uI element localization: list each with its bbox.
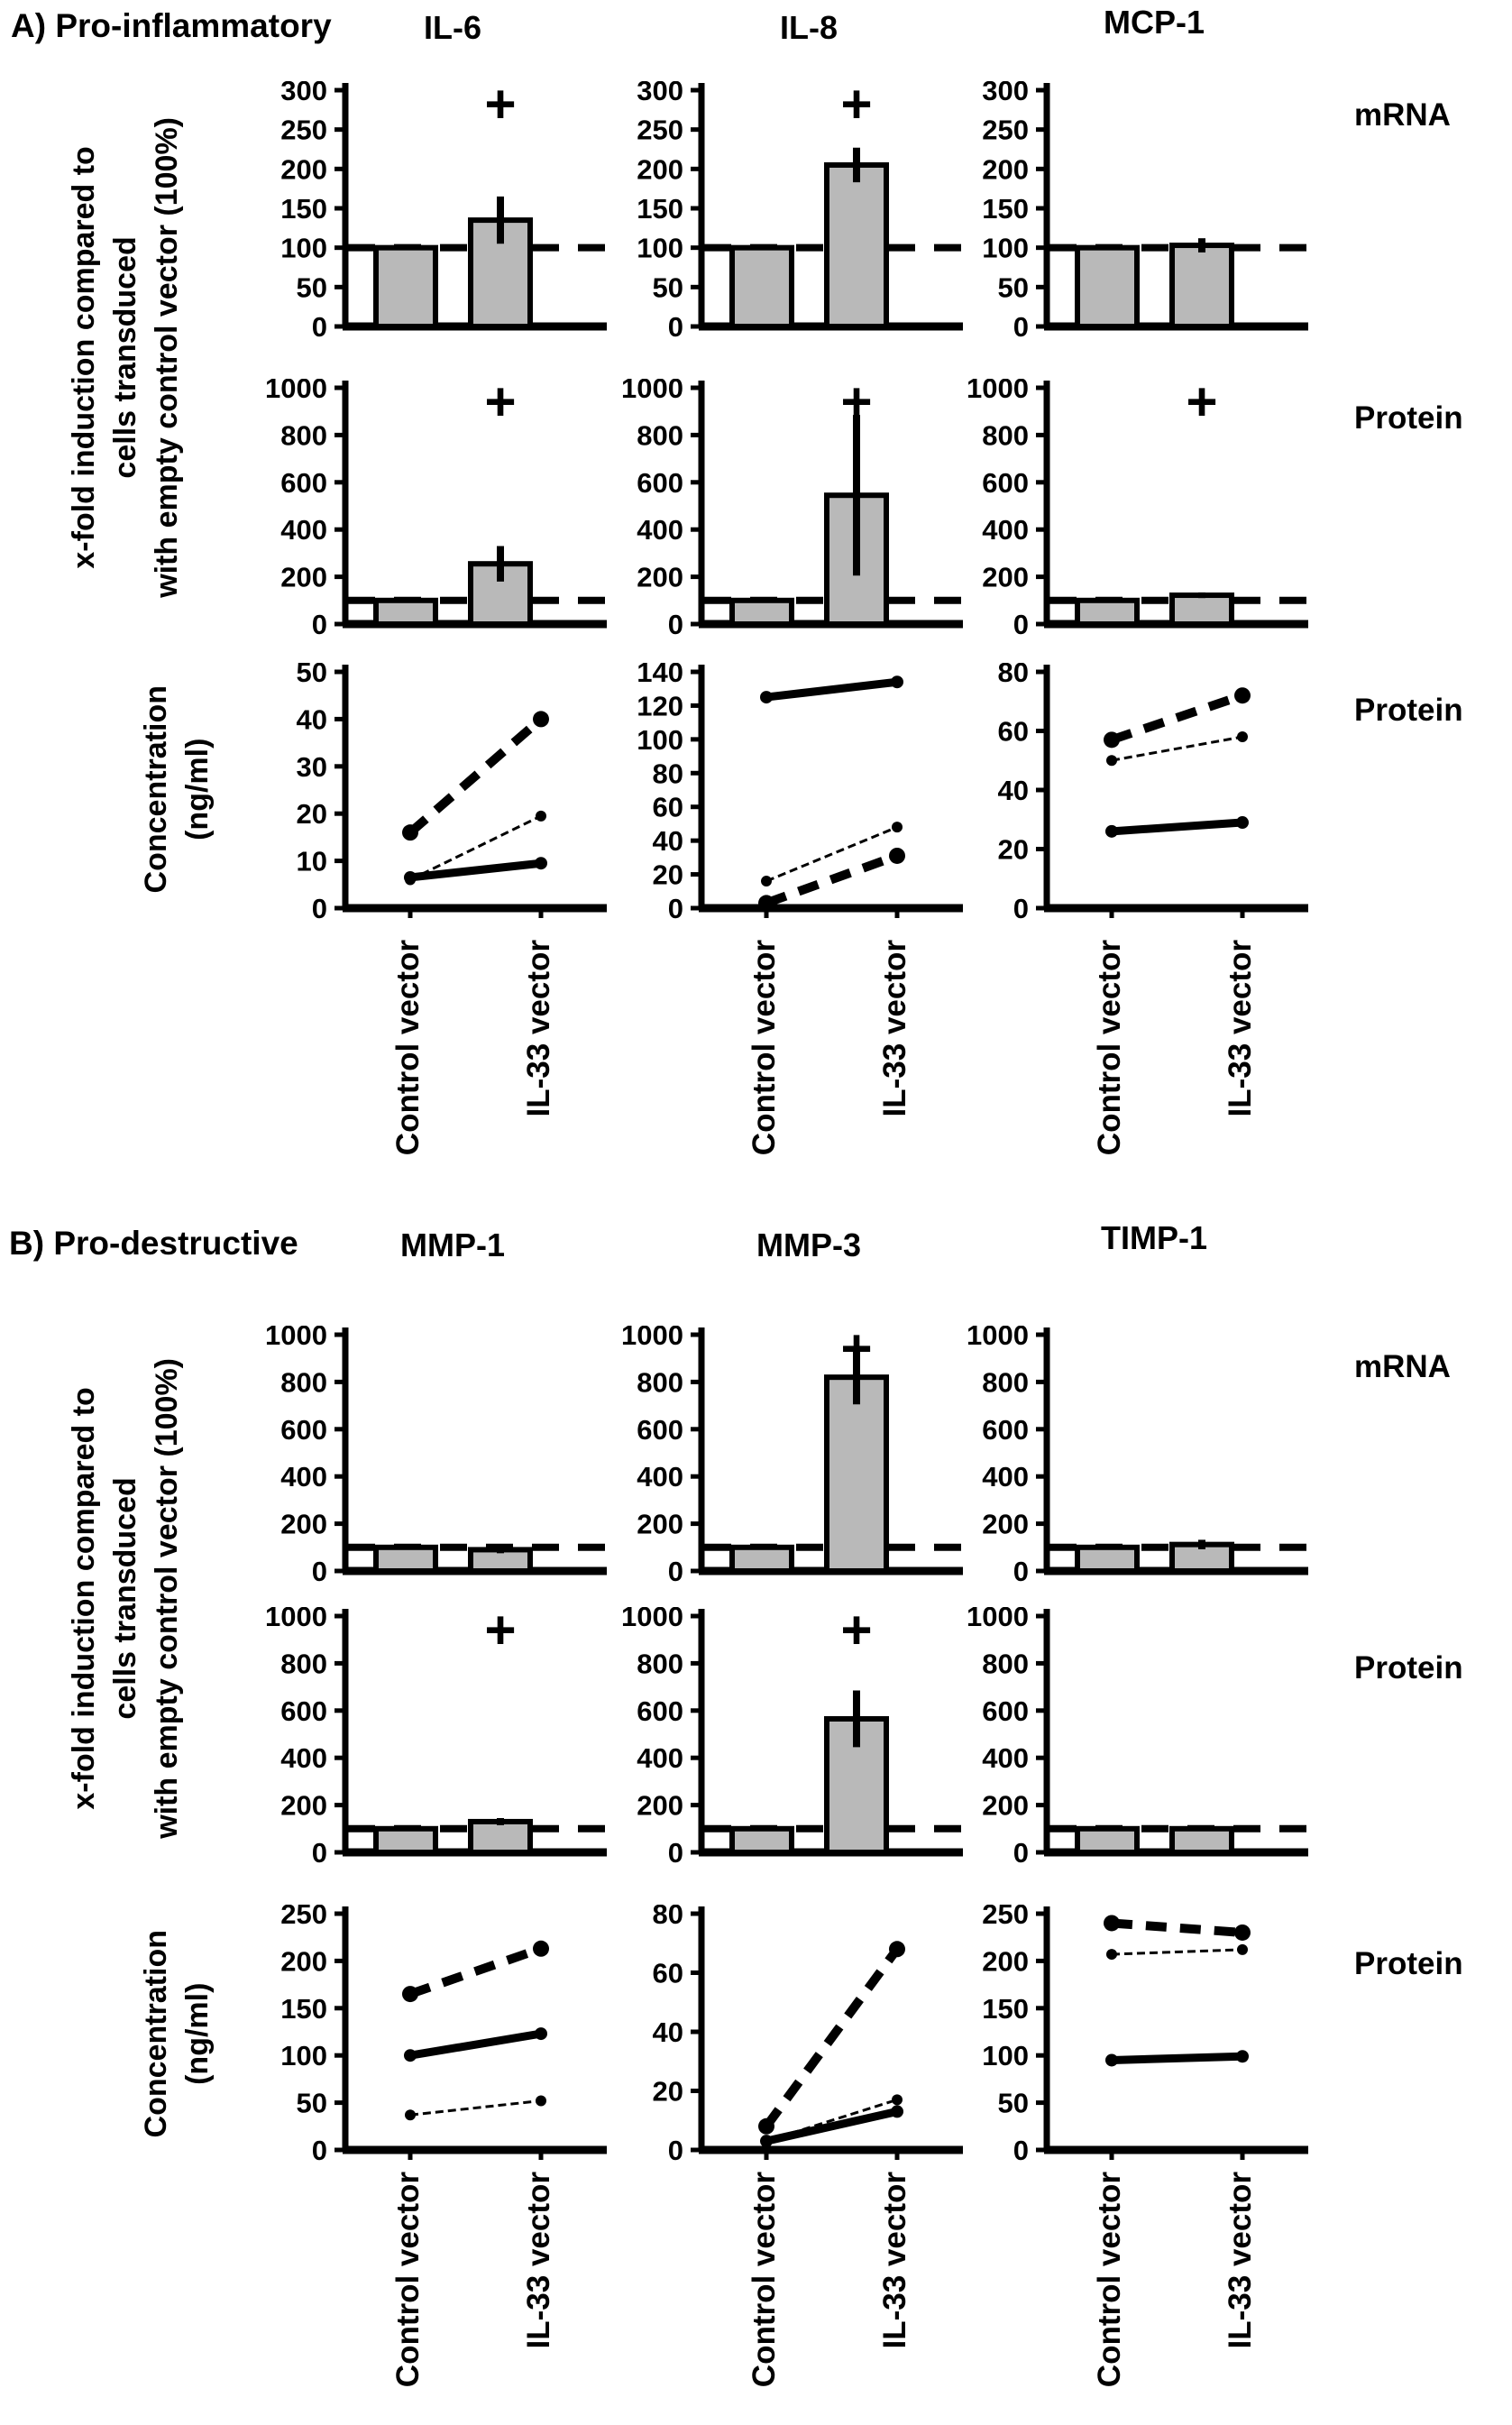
series-line-thin [1112,1950,1242,1954]
y-tick-label: 400 [982,1742,1029,1775]
chart-mcp1-protein-fold [931,379,1319,658]
y-tick-label: 0 [667,1556,683,1587]
x-label-b2-il33: IL-33 vector [877,2172,912,2349]
data-point [1105,825,1118,838]
bar-control-vector [376,1548,435,1571]
y-tick-label: 200 [637,1508,683,1540]
y-axis-label-line: x-fold induction compared to [67,1387,101,1810]
x-label-a1-control: Control vector [390,940,426,1156]
chart-svg [931,1607,1319,1887]
series-line-solid [410,2034,541,2055]
chart-svg [230,81,618,361]
y-tick-label: 0 [311,2135,327,2166]
column-title-il8: IL-8 [779,9,838,46]
y-tick-label: 0 [311,893,327,924]
data-point [402,824,418,840]
data-point [535,2027,547,2040]
series-line-solid [766,2111,897,2141]
y-tick-label: 150 [637,193,683,225]
chart-svg [586,1607,974,1887]
data-point [892,2094,903,2105]
x-label-b2-control: Control vector [747,2172,782,2388]
y-tick-label: 40 [652,2016,683,2048]
bar-il33-vector [1172,1829,1232,1852]
row-label-a-protein-fold: Protein [1354,400,1463,436]
series-line-thin [410,2101,541,2116]
series-line-solid [1112,822,1242,831]
series-line-solid [766,682,897,697]
y-tick-label: 100 [637,232,683,264]
significance-marker: + [484,81,517,134]
y-tick-label: 0 [1013,2135,1029,2166]
bar-control-vector [732,601,792,624]
y-axis-label-line: Concentration [139,1930,173,2138]
panel-a-title: A) Pro-inflammatory [11,7,332,44]
y-tick-label: 400 [637,1742,683,1775]
chart-mmp1-protein-fold [230,1607,618,1887]
y-tick-label: 140 [637,663,683,688]
bar-il33-vector [827,165,886,326]
y-tick-label: 100 [280,2040,327,2072]
data-point [536,811,546,822]
y-tick-label: 600 [637,1695,683,1727]
data-point [533,1941,549,1957]
data-point [405,2109,416,2120]
chart-timp1-concentration [931,1905,1319,2184]
y-tick-label: 50 [296,271,327,304]
bar-control-vector [1077,601,1137,624]
bar-control-vector [376,248,435,326]
y-tick-label: 80 [652,1905,683,1930]
y-axis-label-b-concentration [135,1930,218,2137]
y-tick-label: 50 [296,663,327,688]
chart-il8-protein-fold [586,379,974,658]
y-tick-label: 200 [280,1945,327,1978]
chart-mmp3-protein-fold [586,1607,974,1887]
chart-il6-protein-fold [230,379,618,658]
chart-svg [931,1905,1319,2184]
y-tick-label: 40 [997,775,1029,806]
x-label-a3-il33: IL-33 vector [1223,940,1258,1117]
y-tick-label: 300 [982,81,1029,106]
y-tick-label: 400 [280,1742,327,1775]
y-tick-label: 0 [1013,1837,1029,1869]
y-tick-label: 800 [982,1648,1029,1680]
chart-svg [931,663,1319,942]
y-tick-label: 0 [311,609,327,640]
y-tick-label: 1000 [621,379,683,404]
y-tick-label: 0 [1013,893,1029,924]
y-tick-label: 0 [667,893,683,924]
series-line-dashed [1112,1923,1242,1932]
data-point [891,675,903,688]
y-tick-label: 250 [982,114,1029,146]
y-tick-label: 200 [280,153,327,186]
y-tick-label: 250 [637,114,683,146]
x-label-b1-il33: IL-33 vector [521,2172,556,2349]
y-axis-label-a-concentration [135,685,218,893]
chart-svg [230,663,618,942]
series-line-dashed [410,719,541,832]
chart-svg [931,379,1319,658]
chart-svg [230,1326,618,1605]
data-point [1104,731,1120,748]
y-tick-label: 200 [637,1789,683,1822]
y-tick-label: 0 [667,311,683,343]
y-tick-label: 800 [280,1366,327,1399]
column-title-mmp1: MMP-1 [400,1226,505,1263]
y-axis-label-line: x-fold induction compared to [67,146,101,569]
y-axis-label-line: with empty control vector (100%) [150,1358,184,1839]
bar-control-vector [732,1829,792,1852]
chart-mcp1-mrna [931,81,1319,361]
chart-il6-concentration [230,663,618,942]
y-tick-label: 20 [296,798,327,831]
y-tick-label: 120 [637,690,683,722]
y-tick-label: 200 [982,1945,1029,1978]
data-point [758,895,774,911]
chart-svg [586,1326,974,1605]
data-point [1104,1915,1120,1931]
x-label-b1-control: Control vector [390,2172,426,2388]
bar-il33-vector [1172,245,1232,326]
y-tick-label: 600 [280,1695,327,1727]
column-title-mmp3: MMP-3 [756,1226,861,1263]
bar-control-vector [1077,1829,1137,1852]
y-axis-label-line: (ng/ml) [180,1982,215,2085]
chart-timp1-protein-fold [931,1607,1319,1887]
data-point [1236,816,1249,829]
data-point [1236,2050,1249,2062]
y-tick-label: 80 [997,663,1029,688]
y-tick-label: 60 [997,715,1029,748]
significance-marker: + [840,81,873,134]
y-tick-label: 600 [637,466,683,499]
series-line-dashed [1112,695,1242,739]
y-tick-label: 250 [280,1905,327,1930]
chart-mmp1-mrna [230,1326,618,1605]
y-tick-label: 200 [982,1508,1029,1540]
data-point [1234,687,1251,703]
data-point [760,2135,773,2147]
row-label-a-protein-conc: Protein [1354,693,1463,728]
data-point [891,2105,903,2117]
chart-mmp3-concentration [586,1905,974,2184]
x-label-a2-il33: IL-33 vector [877,940,912,1117]
data-point [760,691,773,703]
y-tick-label: 0 [1013,609,1029,640]
bar-il33-vector [1172,595,1232,624]
y-tick-label: 600 [280,466,327,499]
y-tick-label: 200 [280,1508,327,1540]
y-tick-label: 0 [311,1837,327,1869]
y-tick-label: 50 [997,271,1029,304]
y-axis-label-line: cells transduced [108,236,142,479]
series-line-dashed [766,856,897,903]
y-tick-label: 1000 [967,1607,1029,1632]
y-tick-label: 300 [637,81,683,106]
panel-b-title: B) Pro-destructive [9,1225,298,1262]
series-line-dashed [410,1949,541,1994]
y-tick-label: 0 [667,609,683,640]
data-point [535,857,547,869]
y-tick-label: 800 [280,419,327,452]
row-label-b-protein-fold: Protein [1354,1650,1463,1686]
y-tick-label: 200 [280,561,327,593]
x-label-a2-control: Control vector [747,940,782,1156]
chart-svg [586,1905,974,2184]
significance-marker: + [840,1326,873,1379]
y-tick-label: 200 [637,153,683,186]
bar-control-vector [1077,1548,1137,1571]
y-tick-label: 50 [997,2087,1029,2119]
data-point [533,711,549,727]
column-title-timp1: TIMP-1 [1100,1219,1208,1256]
x-label-a1-il33: IL-33 vector [521,940,556,1117]
y-tick-label: 600 [982,1413,1029,1446]
data-point [402,1986,418,2002]
bar-control-vector [376,1829,435,1852]
y-tick-label: 1000 [621,1607,683,1632]
y-tick-label: 0 [1013,1556,1029,1587]
column-title-mcp1: MCP-1 [1103,4,1205,41]
y-tick-label: 100 [982,232,1029,264]
y-tick-label: 0 [311,1556,327,1587]
y-axis-label-line: Concentration [139,685,173,894]
x-label-b3-control: Control vector [1092,2172,1127,2388]
y-axis-label-line: (ng/ml) [180,738,215,840]
chart-il6-mrna [230,81,618,361]
y-tick-label: 50 [296,2087,327,2119]
series-line-thin [766,827,897,881]
y-tick-label: 800 [637,1648,683,1680]
significance-marker: + [840,1607,873,1660]
bar-control-vector [732,1548,792,1571]
y-tick-label: 40 [652,825,683,858]
data-point [404,871,417,884]
y-tick-label: 0 [311,311,327,343]
y-tick-label: 40 [296,703,327,736]
chart-mmp1-concentration [230,1905,618,2184]
data-point [1105,2053,1118,2066]
bar-control-vector [1077,248,1137,326]
chart-svg [230,1905,618,2184]
data-point [1106,1949,1117,1960]
bar-il33-vector [471,1822,530,1852]
chart-svg [931,1326,1319,1605]
y-tick-label: 20 [652,859,683,891]
data-point [1106,755,1117,766]
y-tick-label: 800 [637,419,683,452]
y-tick-label: 200 [982,1789,1029,1822]
chart-il8-mrna [586,81,974,361]
y-tick-label: 800 [637,1366,683,1399]
y-tick-label: 800 [982,419,1029,452]
y-tick-label: 100 [982,2040,1029,2072]
chart-il8-concentration [586,663,974,942]
data-point [889,1941,905,1957]
y-axis-label-a-fold [63,117,188,598]
y-tick-label: 800 [280,1648,327,1680]
y-tick-label: 100 [280,232,327,264]
chart-mcp1-concentration [931,663,1319,942]
y-tick-label: 1000 [967,1326,1029,1351]
y-tick-label: 1000 [621,1326,683,1351]
y-tick-label: 200 [982,561,1029,593]
y-axis-label-b-fold [63,1358,188,1839]
y-tick-label: 600 [982,1695,1029,1727]
y-tick-label: 400 [982,1461,1029,1493]
bar-control-vector [732,248,792,326]
series-line-solid [410,863,541,877]
x-label-b3-il33: IL-33 vector [1223,2172,1258,2349]
y-tick-label: 50 [652,271,683,304]
y-tick-label: 150 [982,1992,1029,2025]
data-point [889,848,905,864]
y-tick-label: 200 [637,561,683,593]
y-axis-label-line: with empty control vector (100%) [150,117,184,598]
y-tick-label: 400 [637,514,683,547]
y-tick-label: 250 [280,114,327,146]
chart-timp1-mrna [931,1326,1319,1605]
y-tick-label: 1000 [265,1326,327,1351]
data-point [1237,731,1248,742]
series-line-dashed [766,1949,897,2126]
y-tick-label: 1000 [265,1607,327,1632]
y-tick-label: 600 [280,1413,327,1446]
y-tick-label: 10 [296,845,327,877]
y-tick-label: 1000 [967,379,1029,404]
significance-marker: + [1186,379,1218,432]
y-tick-label: 600 [982,466,1029,499]
y-tick-label: 20 [997,833,1029,866]
significance-marker: + [840,379,873,432]
y-tick-label: 300 [280,81,327,106]
x-label-a3-control: Control vector [1092,940,1127,1156]
y-tick-label: 250 [982,1905,1029,1930]
chart-mmp3-mrna [586,1326,974,1605]
significance-marker: + [484,379,517,432]
data-point [536,2096,546,2107]
y-tick-label: 0 [667,2135,683,2166]
y-tick-label: 0 [667,1837,683,1869]
data-point [1237,1944,1248,1955]
chart-svg [586,663,974,942]
data-point [892,822,903,832]
y-tick-label: 200 [280,1789,327,1822]
data-point [761,876,772,886]
row-label-b-mrna: mRNA [1354,1349,1451,1384]
y-tick-label: 80 [652,758,683,790]
chart-svg [586,81,974,361]
chart-svg [230,379,618,658]
y-tick-label: 400 [982,514,1029,547]
y-tick-label: 600 [637,1413,683,1446]
y-tick-label: 150 [982,193,1029,225]
y-tick-label: 20 [652,2075,683,2108]
y-tick-label: 100 [637,723,683,756]
bar-control-vector [376,601,435,624]
y-tick-label: 150 [280,1992,327,2025]
significance-marker: + [484,1607,517,1660]
y-tick-label: 400 [280,514,327,547]
y-tick-label: 800 [982,1366,1029,1399]
y-tick-label: 150 [280,193,327,225]
bar-il33-vector [827,1377,886,1571]
y-axis-label-line: cells transduced [108,1477,142,1720]
y-tick-label: 400 [637,1461,683,1493]
y-tick-label: 60 [652,791,683,823]
y-tick-label: 0 [1013,311,1029,343]
data-point [404,2049,417,2062]
column-title-il6: IL-6 [423,9,482,46]
series-line-thin [1112,737,1242,760]
chart-svg [586,379,974,658]
data-point [1234,1924,1251,1941]
row-label-a-mrna: mRNA [1354,97,1451,133]
y-tick-label: 400 [280,1461,327,1493]
data-point [758,2118,774,2135]
series-line-solid [1112,2056,1242,2060]
chart-svg [230,1607,618,1887]
y-tick-label: 1000 [265,379,327,404]
chart-svg [931,81,1319,361]
row-label-b-protein-conc: Protein [1354,1946,1463,1981]
y-tick-label: 200 [982,153,1029,186]
y-tick-label: 60 [652,1957,683,1989]
y-tick-label: 30 [296,750,327,783]
